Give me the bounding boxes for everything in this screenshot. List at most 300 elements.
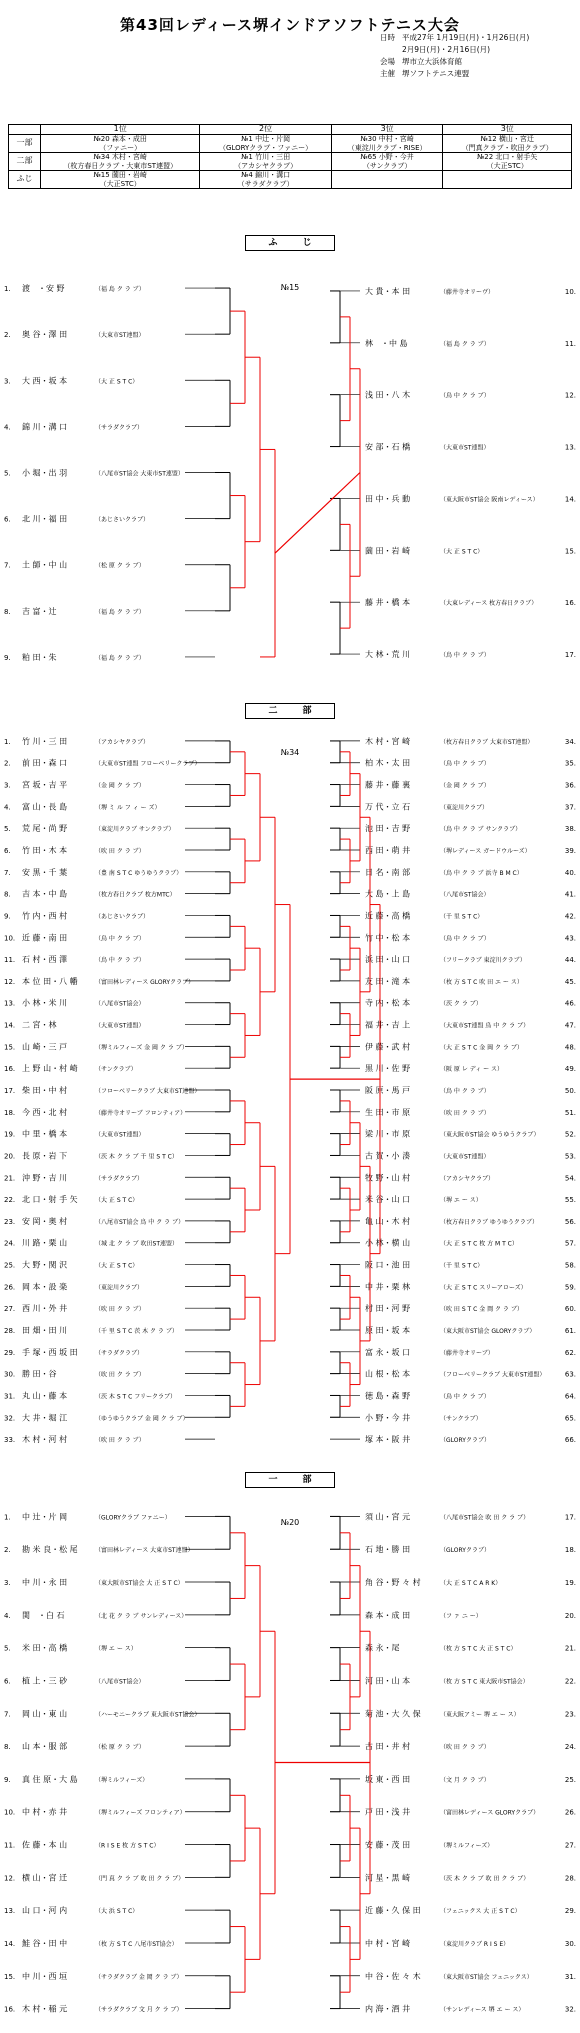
team-name: （東淀川クラブ） <box>440 804 489 812</box>
player-number: 4. <box>4 1611 11 1620</box>
player-number: 30. <box>564 1939 576 1948</box>
team-name: （枚 方 S T C 吹 田 エ ー ス） <box>440 978 523 986</box>
player-number: 7. <box>4 1710 11 1719</box>
section-ichibu: 一 部 <box>245 1472 335 1488</box>
team-name: （金 岡 ク ラ ブ） <box>95 782 145 790</box>
player-names: 生 田・市 原 <box>365 1107 411 1117</box>
team-name: （八尾市ST協会） <box>95 1678 145 1686</box>
player-names: 鮭 谷・田 中 <box>22 1938 68 1948</box>
player-names: 近 藤・高 橋 <box>365 911 411 921</box>
player-names: 日 名・南 部 <box>365 867 411 877</box>
player-number: 32. <box>4 1414 16 1423</box>
player-names: 木 村・河 村 <box>22 1435 68 1445</box>
player-names: 寺 内・松 本 <box>365 998 411 1008</box>
final-line <box>275 473 360 554</box>
player-names: 田 畑・田 川 <box>22 1326 68 1335</box>
player-names: 古 田・井 村 <box>365 1742 411 1752</box>
player-number: 9. <box>4 1775 11 1784</box>
team-name: （東大阪市ST協会 大 正 S T C） <box>95 1580 184 1588</box>
team-name: （阪 原 レ ディ ー ス） <box>440 1066 504 1074</box>
player-names: 坂 東・西 田 <box>365 1774 411 1784</box>
team-name: （堺 エ ー ス） <box>440 1197 482 1205</box>
team-name: （鳥 中 ク ラ ブ） <box>440 652 490 660</box>
player-names: 奥 谷・澤 田 <box>22 330 68 340</box>
player-number: 5. <box>4 1644 11 1653</box>
player-number: 40. <box>564 868 576 877</box>
player-names: 勘 米 良・松 尾 <box>22 1545 78 1555</box>
team-name: （鳥 中 ク ラ ブ） <box>440 1088 490 1095</box>
player-number: 5. <box>4 469 11 478</box>
player-number: 4. <box>4 423 11 432</box>
player-names: 徳 島・森 野 <box>365 1391 411 1401</box>
team-name: （吹 田 S T C 金 岡 ク ラ ブ） <box>440 1306 523 1314</box>
player-number: 2. <box>4 759 11 768</box>
player-names: 山 崎・三 戸 <box>22 1042 68 1052</box>
player-number: 15. <box>4 1043 16 1052</box>
player-names: 小 堀・出 羽 <box>22 468 68 478</box>
player-number: 28. <box>564 1874 576 1883</box>
team-name: （富田林レディース 大東市ST連盟） <box>95 1547 194 1555</box>
team-name: （堺 エ ー ス） <box>95 1645 137 1653</box>
player-number: 9. <box>4 912 11 921</box>
results-table: 1位 2位 3位 3位 一部 №20 森本・成田 （ファニー） №1 中辻・片岡 （GLORYクラブ・ファニー） №30 中村・宮崎 （東淀川クラブ・RISE） №12 横山・宮迁 （門真クラブ・吹田クラブ） 二部 №34 木村・宮崎 （枚方春日クラブ・大東市ST連盟） №1 竹川・三田 （アカシヤクラブ） №65 小野・今井 （サンクラブ） №22 北口・射手矢 （大正STC） ふじ №15 薗田・岩崎 （大正STC） №4 錦川・溝口 （サラダクラブ） <box>8 124 572 189</box>
player-names: 近 藤・南 田 <box>22 933 68 943</box>
player-number: 23. <box>564 1710 576 1719</box>
player-names: 大 野・関 沢 <box>22 1260 68 1270</box>
player-names: 木 村・宮 崎 <box>365 736 411 746</box>
team-name: （松 原 ク ラ ブ） <box>95 1744 145 1752</box>
team-name: （文 月 ク ラ ブ） <box>440 1776 490 1784</box>
meta-venue: 会場 堺市立大浜体育館 <box>380 57 462 66</box>
player-number: 61. <box>564 1327 576 1335</box>
player-number: 13. <box>564 443 576 452</box>
player-number: 2. <box>4 1546 11 1555</box>
player-number: 29. <box>4 1348 16 1357</box>
player-number: 52. <box>564 1130 576 1139</box>
player-names: 安 部・石 橋 <box>365 442 411 452</box>
player-number: 49. <box>564 1065 576 1074</box>
team-name: （サラダクラブ） <box>95 1175 144 1183</box>
player-number: 5. <box>4 825 11 834</box>
player-names: 山 本・服 部 <box>22 1742 68 1752</box>
player-number: 11. <box>4 956 16 965</box>
player-names: 横 山・宮 迁 <box>22 1873 68 1883</box>
player-number: 3. <box>4 1579 11 1588</box>
team-name: （ハーモニークラブ 東大阪市ST協会） <box>95 1711 201 1719</box>
player-names: 西 田・萌 井 <box>365 846 411 855</box>
player-number: 10. <box>4 1808 16 1817</box>
player-number: 8. <box>4 890 11 899</box>
player-number: 15. <box>564 547 576 556</box>
team-name: （大 正 S T C） <box>95 1197 139 1205</box>
team-name: （サラダクラブ） <box>95 424 144 432</box>
player-number: 16. <box>564 599 576 608</box>
player-number: 24. <box>4 1239 16 1248</box>
player-number: 7. <box>4 868 11 877</box>
player-names: 植 上・三 砂 <box>22 1676 68 1686</box>
player-names: 黒 川・佐 野 <box>365 1064 411 1074</box>
player-names: 柏 木・太 田 <box>365 758 411 768</box>
player-names: 古 賀・小 湊 <box>365 1151 411 1161</box>
team-name: （茨 木 S T C フリークラブ） <box>95 1393 177 1401</box>
player-number: 1. <box>4 1513 11 1522</box>
player-names: 北 口・射 手 矢 <box>22 1195 78 1205</box>
player-names: 菊 池・大 久 保 <box>365 1709 421 1719</box>
player-number: 23. <box>4 1217 16 1226</box>
player-names: 前 田・森 口 <box>22 758 68 768</box>
player-number: 50. <box>564 1087 576 1095</box>
team-name: （北 花 ク ラ ブ サンレディース） <box>95 1612 188 1620</box>
player-number: 8. <box>4 1743 11 1752</box>
player-number: 43. <box>564 934 576 943</box>
player-names: 佐 藤・本 山 <box>22 1840 68 1850</box>
team-name: （福 島 ク ラ ブ） <box>95 286 145 294</box>
team-name: （茨 木 ク ラ ブ 千 里 S T C） <box>95 1153 178 1161</box>
team-name: （サンクラブ） <box>440 1415 482 1423</box>
player-number: 30. <box>4 1370 16 1379</box>
team-name: （八尾市ST協会 吹 田 ク ラ ブ） <box>440 1514 530 1522</box>
team-name: （堺ミルフィーズ フロンティア） <box>95 1809 186 1817</box>
team-name: （松 原 ク ラ ブ） <box>95 562 145 570</box>
team-name: （あじさいクラブ） <box>95 913 150 921</box>
team-name: （堺レディース ガードウルーズ） <box>440 848 531 855</box>
player-names: 藤 井・橋 本 <box>365 598 411 608</box>
team-name: （金 岡 ク ラ ブ） <box>440 782 490 790</box>
player-number: 20. <box>564 1611 576 1620</box>
player-number: 63. <box>564 1370 576 1379</box>
player-names: 木 村・稲 元 <box>22 2004 68 2014</box>
player-number: 64. <box>564 1392 576 1401</box>
player-number: 20. <box>4 1152 16 1161</box>
player-names: 近 藤・久 保 田 <box>365 1906 421 1916</box>
player-names: 中 谷・佐 々 木 <box>365 1971 421 1981</box>
player-number: 38. <box>564 825 576 834</box>
team-name: （藤井寺オリーヴ） <box>440 288 495 296</box>
player-number: 55. <box>564 1196 576 1205</box>
player-names: 塚 本・阪 井 <box>365 1435 411 1445</box>
player-names: 村 田・河 野 <box>365 1304 411 1314</box>
player-number: 59. <box>564 1283 576 1292</box>
player-number: 22. <box>564 1677 576 1686</box>
player-number: 45. <box>564 977 576 986</box>
player-names: 中 里・橋 本 <box>22 1129 68 1139</box>
player-number: 60. <box>564 1305 576 1314</box>
team-name: （大 正 S T C 金 岡 ク ラ ブ） <box>440 1044 523 1052</box>
player-number: 10. <box>4 934 16 943</box>
player-number: 14. <box>4 1939 16 1948</box>
section-nibu: 二 部 <box>245 703 335 719</box>
player-number: 27. <box>564 1841 576 1850</box>
player-names: 山 口・河 内 <box>22 1906 68 1916</box>
player-names: 北 川・福 田 <box>22 514 68 524</box>
player-names: 中 川・西 垣 <box>22 1971 68 1981</box>
player-number: 17. <box>4 1087 16 1095</box>
team-name: （茨 木 ク ラ ブ 吹 田 ク ラ ブ） <box>440 1875 530 1883</box>
player-names: 戸 田・浅 井 <box>365 1807 411 1817</box>
team-name: （大 正 S T C） <box>95 1262 139 1270</box>
player-names: 小 林・横 山 <box>365 1238 411 1248</box>
team-name: （あじさいクラブ） <box>95 516 150 524</box>
player-number: 4. <box>4 803 11 812</box>
player-number: 6. <box>4 515 11 524</box>
player-names: 沖 野・吉 川 <box>22 1173 68 1183</box>
player-number: 1. <box>4 285 11 294</box>
player-number: 28. <box>4 1327 16 1335</box>
player-number: 56. <box>564 1217 576 1226</box>
team-name: （福 島 ク ラ ブ） <box>95 608 145 616</box>
player-number: 16. <box>4 1065 16 1074</box>
player-names: 牧 野・山 村 <box>365 1173 411 1183</box>
team-name: （大 正 S T C） <box>95 378 139 386</box>
team-name: （サラダクラブ 金 岡 ク ラ ブ） <box>95 1973 183 1981</box>
team-name: （豊 南 S T C ゆうゆうクラブ） <box>95 869 183 877</box>
section-fuji: ふ じ <box>245 235 335 251</box>
team-name: （大東市ST連盟） <box>95 332 145 340</box>
player-number: 54. <box>564 1174 576 1183</box>
player-number: 11. <box>4 1841 16 1850</box>
player-names: 川 路・栗 山 <box>22 1238 68 1248</box>
player-names: 山 根・松 本 <box>365 1369 411 1379</box>
team-name: （大東市ST連盟 鳥 中 ク ラ ブ） <box>440 1022 530 1030</box>
player-names: 万 代・立 石 <box>365 802 411 812</box>
player-number: 19. <box>564 1579 576 1588</box>
team-name: （アカシヤクラブ） <box>440 1175 495 1183</box>
player-names: 土 師・中 山 <box>22 560 68 570</box>
player-names: 中 川・永 田 <box>22 1578 68 1588</box>
player-names: 角 谷・野 々 村 <box>365 1578 421 1588</box>
meta-date: 日時 平成27年 1月19日(月)・1月26日(月) <box>380 33 530 42</box>
player-number: 33. <box>4 1436 16 1445</box>
team-name: （枚方春日クラブ ゆうゆうクラブ） <box>440 1218 538 1226</box>
team-name: （鳥 中 ク ラ ブ） <box>95 935 145 943</box>
team-name: （ゆうゆうクラブ 金 岡 ク ラ ブ） <box>95 1415 189 1423</box>
player-number: 46. <box>564 999 576 1008</box>
player-number: 6. <box>4 847 11 855</box>
player-number: 15. <box>4 1972 16 1981</box>
player-number: 21. <box>564 1644 576 1653</box>
player-names: 岡 本・設 楽 <box>22 1282 68 1292</box>
player-names: 大 貴・本 田 <box>365 286 411 296</box>
player-names: 河 田・山 本 <box>365 1676 411 1686</box>
team-name: （大 正 S T C A R K） <box>440 1580 502 1588</box>
player-number: 18. <box>564 1546 576 1555</box>
team-name: （八尾市ST協会 大東市ST連盟） <box>95 470 184 478</box>
player-names: 柴 田・中 村 <box>22 1086 68 1095</box>
player-names: 安 岡・奥 村 <box>22 1216 68 1226</box>
player-names: 錦 川・溝 口 <box>22 422 68 432</box>
player-names: 本 位 田・八 幡 <box>22 976 78 986</box>
player-number: 26. <box>564 1808 576 1817</box>
player-names: 吉 富・辻 <box>22 606 57 616</box>
team-name: （東淀川クラブ R I S E） <box>440 1940 510 1948</box>
player-names: 原 田・坂 本 <box>365 1326 411 1335</box>
team-name: （大東市ST連盟） <box>95 1022 145 1030</box>
team-name: （吹 田 ク ラ ブ） <box>95 1371 145 1379</box>
player-number: 36. <box>564 781 576 790</box>
player-names: 石 村・西 澤 <box>22 955 68 965</box>
team-name: （枚方春日クラブ 大東市ST連盟） <box>440 738 534 746</box>
team-name: （吹 田 ク ラ ブ） <box>95 1306 145 1314</box>
player-names: 竹 内・西 村 <box>22 911 68 921</box>
team-name: （八尾市ST協会 鳥 中 ク ラ ブ） <box>95 1218 185 1226</box>
team-name: （東大阪市ST協会 阪南レディース） <box>440 496 539 504</box>
team-name: （サンレディース 堺 エ ー ス） <box>440 2006 525 2014</box>
winner-number: №34 <box>280 748 300 757</box>
player-number: 44. <box>564 956 576 965</box>
team-name: （東大阪市ST協会 フェニックス） <box>440 1973 533 1981</box>
player-number: 34. <box>564 737 576 746</box>
player-names: 吉 本・中 島 <box>22 889 68 899</box>
player-names: 関 ・白 石 <box>22 1610 65 1620</box>
player-names: 西 川・外 井 <box>22 1304 68 1314</box>
player-number: 53. <box>564 1152 576 1161</box>
team-name: （千 里 S T C） <box>440 913 484 921</box>
player-names: 長 原・岩 下 <box>22 1151 68 1161</box>
player-names: 竹 田・木 本 <box>22 846 68 855</box>
player-names: 米 田・高 橋 <box>22 1643 68 1653</box>
player-number: 42. <box>564 912 576 921</box>
player-number: 13. <box>4 999 16 1008</box>
player-number: 11. <box>564 339 576 348</box>
player-number: 31. <box>564 1972 576 1981</box>
player-names: 薗 田・岩 崎 <box>365 546 411 556</box>
team-name: （東大阪市ST協会 ゆうゆうクラブ） <box>440 1131 540 1139</box>
player-names: 宮 坂・吉 平 <box>22 780 68 790</box>
player-number: 22. <box>4 1196 16 1205</box>
team-name: （門 真 ク ラ ブ 吹 田 ク ラ ブ） <box>95 1875 185 1883</box>
winner-number: №15 <box>280 283 300 292</box>
player-names: 大 島・上 島 <box>365 889 411 899</box>
player-names: 森 永・尾 <box>365 1643 400 1653</box>
player-number: 24. <box>564 1743 576 1752</box>
player-number: 51. <box>564 1108 576 1117</box>
player-names: 安 藤・茂 田 <box>365 1840 411 1850</box>
player-number: 35. <box>564 759 576 768</box>
team-name: （アカシヤクラブ） <box>95 738 150 746</box>
player-names: 渡 ・安 野 <box>22 284 65 294</box>
player-number: 17. <box>564 651 576 660</box>
team-name: （大東市ST連盟） <box>95 1131 145 1139</box>
player-names: 竹 中・松 本 <box>365 933 411 943</box>
team-name: （サラダクラブ） <box>95 1349 144 1357</box>
player-names: 米 谷・山 口 <box>365 1195 411 1205</box>
player-names: 福 井・吉 上 <box>365 1020 411 1030</box>
player-names: 勝 田・谷 <box>22 1369 57 1379</box>
player-number: 37. <box>564 803 576 812</box>
team-name: （茨 ク ラ ブ） <box>440 1000 482 1008</box>
player-number: 25. <box>564 1775 576 1784</box>
player-number: 13. <box>4 1907 16 1916</box>
team-name: （大東市ST連盟） <box>440 444 490 452</box>
player-number: 26. <box>4 1283 16 1292</box>
player-number: 39. <box>564 847 576 855</box>
player-names: 岡 山・東 山 <box>22 1709 68 1719</box>
winner-number: №20 <box>280 1518 300 1527</box>
player-names: 丸 山・藤 本 <box>22 1391 68 1401</box>
player-number: 66. <box>564 1436 576 1445</box>
team-name: （フェニックス 大 正 S T C） <box>440 1908 521 1916</box>
player-names: 阪 原・馬 戸 <box>365 1086 411 1095</box>
player-names: 上 野 山・村 崎 <box>22 1064 78 1074</box>
team-name: （大 正 S T C 枚 方 M T C） <box>440 1240 518 1248</box>
team-name: （フ ァ ニ ー） <box>440 1612 482 1620</box>
team-name: （千 里 S T C） <box>440 1262 484 1270</box>
player-names: 梁 川・市 原 <box>365 1129 411 1139</box>
player-number: 48. <box>564 1043 576 1052</box>
player-names: 林 ・中 島 <box>365 338 408 348</box>
player-names: 森 本・成 田 <box>365 1610 411 1620</box>
player-names: 大 西・坂 本 <box>22 376 68 386</box>
player-names: 中 村・赤 井 <box>22 1807 68 1817</box>
player-number: 6. <box>4 1677 11 1686</box>
player-names: 中 井・栗 林 <box>365 1282 411 1292</box>
player-names: 竹 川・三 田 <box>22 736 68 746</box>
player-names: 伊 藤・武 村 <box>365 1042 411 1052</box>
team-name: （枚 方 S T C 八尾市ST協会） <box>95 1940 178 1948</box>
player-number: 2. <box>4 331 11 340</box>
player-names: 安 黒・千 葉 <box>22 867 68 877</box>
team-name: （堺ミルフィーズ） <box>440 1842 494 1850</box>
player-number: 41. <box>564 890 576 899</box>
team-name: （大 正 S T C） <box>440 548 484 556</box>
team-name: （フリークラブ 東淀川クラブ） <box>440 957 526 965</box>
player-number: 32. <box>564 2005 576 2014</box>
player-names: 須 山・宮 元 <box>365 1512 411 1522</box>
team-name: （鳥 中 ク ラ ブ） <box>95 957 145 965</box>
team-name: （サンクラブ） <box>95 1066 137 1074</box>
player-number: 9. <box>4 653 11 662</box>
player-number: 16. <box>4 2005 16 2014</box>
team-name: （大 浜 S T C） <box>95 1908 139 1916</box>
team-name: （東淀川クラブ サンクラブ） <box>95 826 175 834</box>
player-number: 47. <box>564 1021 576 1030</box>
player-names: 藤 井・藤 裏 <box>365 780 411 790</box>
player-names: 中 村・宮 崎 <box>365 1938 411 1948</box>
player-names: 亀 山・木 村 <box>365 1216 411 1226</box>
team-name: （大東市ST連盟） <box>440 1153 490 1161</box>
player-number: 7. <box>4 561 11 570</box>
player-number: 12. <box>4 1874 16 1883</box>
player-number: 25. <box>4 1261 16 1270</box>
team-name: （東大阪市ST協会 GLORYクラブ） <box>440 1328 536 1335</box>
team-name: （堺ミルフィーズ） <box>95 1776 149 1784</box>
team-name: （富田林レディース GLORYクラブ） <box>440 1809 540 1817</box>
player-names: 小 野・今 井 <box>365 1413 411 1423</box>
team-name: （枚 方 S T C 東大阪市ST協会） <box>440 1678 529 1686</box>
meta-organizer: 主催 堺ソフトテニス連盟 <box>380 69 470 78</box>
player-number: 14. <box>4 1021 16 1030</box>
team-name: （鳥 中 ク ラ ブ） <box>440 1393 490 1401</box>
player-number: 12. <box>4 977 16 986</box>
team-name: （八尾市ST協会） <box>95 1000 145 1008</box>
team-name: （富田林レディース GLORYクラブ） <box>95 978 195 986</box>
meta-date2: 2月9日(月)・2月16日(月) <box>402 45 491 54</box>
player-names: 田 中・兵 動 <box>365 494 411 504</box>
player-number: 57. <box>564 1239 576 1248</box>
player-names: 中 辻・片 岡 <box>22 1512 68 1522</box>
player-names: 粕 田・朱 <box>22 652 57 662</box>
player-number: 1. <box>4 737 11 746</box>
player-names: 富 永・坂 口 <box>365 1347 411 1357</box>
player-names: 大 井・堀 江 <box>22 1413 68 1423</box>
team-name: （藤井寺オリーブ） <box>440 1349 494 1357</box>
player-number: 62. <box>564 1348 576 1357</box>
player-names: 阪 口・池 田 <box>365 1260 411 1270</box>
team-name: （大東レディース 枚方春日クラブ） <box>440 600 538 608</box>
player-number: 3. <box>4 781 11 790</box>
team-name: （鳥 中 ク ラ ブ 浜寺 B M C） <box>440 869 523 877</box>
player-number: 21. <box>4 1174 16 1183</box>
